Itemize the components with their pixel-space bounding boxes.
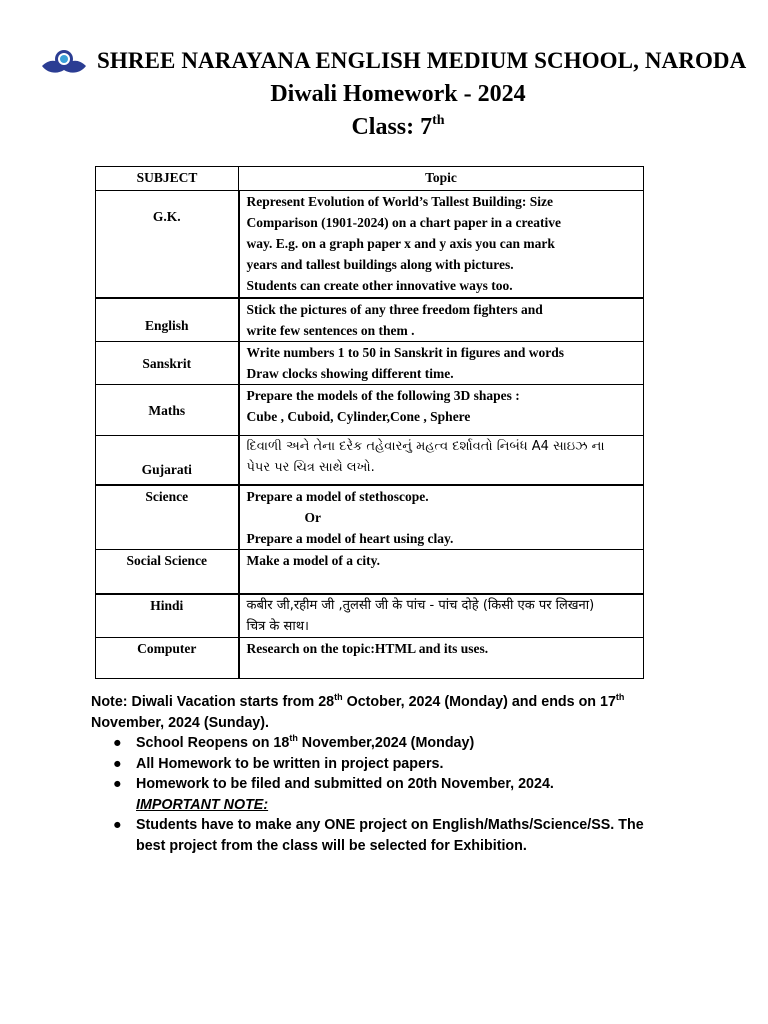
topic-cell xyxy=(239,436,644,486)
topic-line: way. E.g. on a graph paper x and y axis you can mark xyxy=(246,236,555,251)
topic-line: પેપર પર ચિત્ર સાથે લખો. xyxy=(246,460,375,475)
topic-line: Cube , Cuboid, Cylinder,Cone , Sphere xyxy=(246,409,471,424)
subject-cell: Social Science xyxy=(96,550,239,595)
table-row-gujarati xyxy=(96,436,644,486)
table-row-science xyxy=(96,485,644,550)
subject-cell: Gujarati xyxy=(96,436,239,486)
list-item-text: best project from the class will be selected for Exhibition. xyxy=(136,837,527,854)
topic-cell xyxy=(239,594,644,638)
table-header-row xyxy=(96,167,644,191)
topic-cell xyxy=(239,191,644,299)
topic-cell xyxy=(239,342,644,385)
list-item-text: Students have to make any ONE project on English/Maths/Science/SS. The xyxy=(136,817,644,833)
notes-list xyxy=(91,733,691,795)
subject-cell: Computer xyxy=(96,638,239,679)
table-row-sanskrit xyxy=(96,342,644,385)
topic-line: Prepare a model of stethoscope. xyxy=(246,489,429,504)
topic-line: years and tallest buildings along with pictures. xyxy=(246,257,514,272)
important-note-label: IMPORTANT NOTE: xyxy=(136,796,269,813)
topic-line: Or xyxy=(304,510,321,525)
note-superscript: th xyxy=(334,692,343,702)
note-text: October, 2024 (Monday) and ends on 17 xyxy=(342,694,616,710)
table-row-gk xyxy=(96,191,644,299)
header-topic: Topic xyxy=(239,167,644,191)
list-item xyxy=(91,754,691,775)
topic-line: Stick the pictures of any three freedom fighters and xyxy=(246,302,543,317)
list-item-text: School Reopens on 18 xyxy=(136,735,290,751)
topic-line: Comparison (1901-2024) on a chart paper in a creative xyxy=(246,215,561,230)
topic-line: Research on the topic:HTML and its uses. xyxy=(246,641,489,656)
topic-line: write few sentences on them . xyxy=(246,323,415,338)
topic-line: Represent Evolution of World’s Tallest Building: Size xyxy=(246,194,554,209)
bullet-icon: ● xyxy=(113,735,122,751)
homework-title: Diwali Homework - 2024 xyxy=(270,81,526,107)
topic-line: Write numbers 1 to 50 in Sanskrit in figures and words xyxy=(246,345,565,360)
topic-cell xyxy=(239,550,644,595)
list-item-text: All Homework to be written in project papers. xyxy=(136,755,444,772)
topic-line: चित्र के साथ। xyxy=(246,619,309,634)
header-subject: SUBJECT xyxy=(96,167,239,191)
bullet-icon: ● xyxy=(113,817,122,833)
vacation-note-line2: November, 2024 (Sunday). xyxy=(91,714,269,731)
bullet-icon: ● xyxy=(113,776,122,792)
topic-line: Draw clocks showing different time. xyxy=(246,366,454,381)
table-row-maths xyxy=(96,385,644,436)
subject-cell: G.K. xyxy=(96,191,239,299)
topic-line: Make a model of a city. xyxy=(246,553,380,568)
topic-line: Prepare a model of heart using clay. xyxy=(246,531,454,546)
topic-cell xyxy=(239,485,644,550)
table-row-english xyxy=(96,298,644,342)
subject-cell: Science xyxy=(96,485,239,550)
topic-cell xyxy=(239,298,644,342)
list-item-text: November,2024 (Monday) xyxy=(297,735,475,751)
notes-section xyxy=(91,692,691,856)
note-superscript: th xyxy=(615,692,625,702)
list-item-superscript: th xyxy=(289,733,298,743)
class-title xyxy=(0,114,768,141)
subject-cell: Maths xyxy=(96,385,239,436)
subject-cell: Hindi xyxy=(96,594,239,638)
table-row-hindi xyxy=(96,594,644,638)
topic-line: Students can create other innovative ways too. xyxy=(246,278,513,293)
subject-cell: Sanskrit xyxy=(96,342,239,385)
list-item xyxy=(91,815,691,856)
list-item xyxy=(91,774,691,795)
list-item-text: Homework to be filed and submitted on 20th November, 2024. xyxy=(136,776,554,792)
bullet-icon: ● xyxy=(113,755,122,772)
table-row-computer xyxy=(96,638,644,679)
homework-table xyxy=(95,166,644,679)
table-row-social-science xyxy=(96,550,644,595)
class-superscript: th xyxy=(432,113,445,128)
class-label: Class: 7 xyxy=(351,114,433,140)
vacation-note xyxy=(91,692,691,713)
subject-cell: English xyxy=(96,298,239,342)
topic-line: कबीर जी,रहीम जी ,तुलसी जी के पांच - पांच दोहे (किसी एक पर लिखना) xyxy=(246,598,595,613)
notes-list-important xyxy=(91,815,691,856)
topic-cell xyxy=(239,385,644,436)
school-logo-icon xyxy=(40,44,88,80)
school-name: SHREE NARAYANA ENGLISH MEDIUM SCHOOL, NARODA xyxy=(97,48,747,73)
topic-line: Prepare the models of the following 3D shapes : xyxy=(246,388,520,403)
topic-cell xyxy=(239,638,644,679)
list-item xyxy=(91,733,691,754)
note-text: Note: Diwali Vacation starts from 28 xyxy=(91,694,335,710)
topic-line: દિવાળી અને તેના દરેક તહેવારનું મહત્વ દર્શાવતો નિબંધ A4 સાઇઝ ના xyxy=(246,439,605,454)
